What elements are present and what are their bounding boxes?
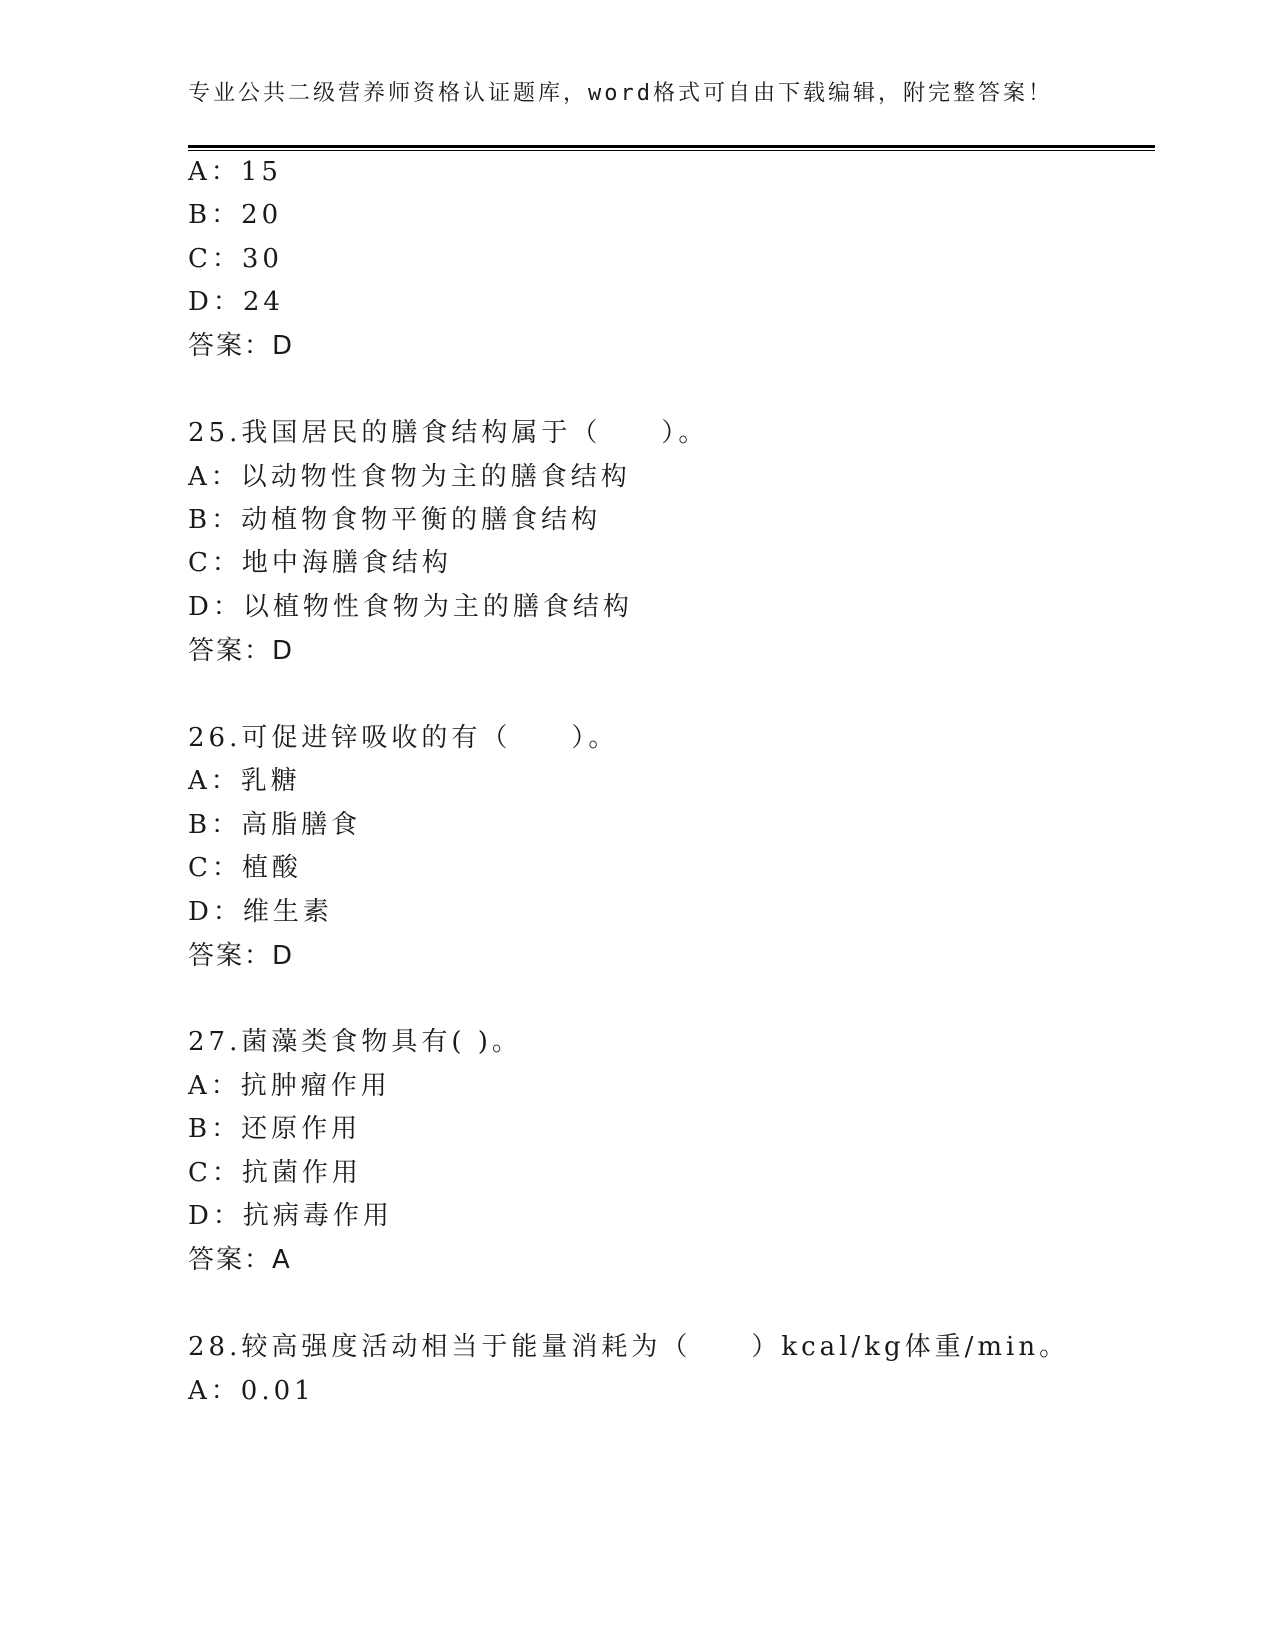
option-a: A：乳糖 (188, 766, 301, 796)
option-a: A：以动物性食物为主的膳食结构 (188, 462, 631, 492)
option-d: D：维生素 (188, 897, 333, 927)
question-27-stem: 27.菌藻类食物具有( )。 (188, 1027, 522, 1057)
option-d: D：抗病毒作用 (188, 1201, 393, 1231)
option-b: B：还原作用 (188, 1114, 362, 1144)
option-b: B：高脂膳食 (188, 810, 362, 840)
option-a: A：15 (188, 157, 282, 187)
question-26-stem: 26.可促进锌吸收的有（ ）。 (188, 723, 619, 753)
page-header: 专业公共二级营养师资格认证题库，word格式可自由下载编辑，附完整答案！ (188, 81, 1053, 106)
option-c: C：30 (188, 244, 283, 274)
answer: 答案：D (188, 331, 295, 361)
answer: 答案：D (188, 941, 295, 971)
option-a: A：抗肿瘤作用 (188, 1071, 391, 1101)
option-d: D：以植物性食物为主的膳食结构 (188, 592, 633, 622)
question-28-stem: 28.较高强度活动相当于能量消耗为（ ）kcal/kg体重/min。 (188, 1332, 1070, 1362)
header-divider (188, 145, 1155, 151)
option-a: A：0.01 (188, 1376, 315, 1406)
option-d: D：24 (188, 287, 284, 317)
option-c: C：植酸 (188, 853, 302, 883)
option-c: C：抗菌作用 (188, 1158, 362, 1188)
option-b: B：动植物食物平衡的膳食结构 (188, 505, 602, 535)
option-c: C：地中海膳食结构 (188, 548, 452, 578)
question-25-stem: 25.我国居民的膳食结构属于（ ）。 (188, 418, 709, 448)
answer: 答案：D (188, 636, 295, 666)
option-b: B：20 (188, 200, 283, 230)
answer: 答案：A (188, 1245, 292, 1275)
